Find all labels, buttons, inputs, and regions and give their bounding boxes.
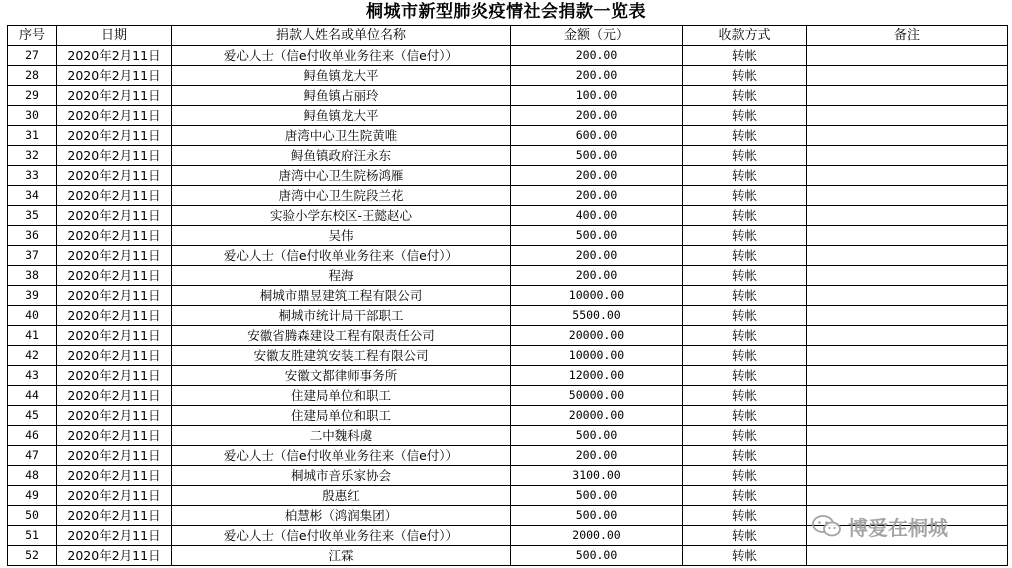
cell-note bbox=[807, 546, 1008, 566]
cell-seq: 51 bbox=[8, 526, 57, 546]
cell-date: 2020年2月11日 bbox=[57, 66, 172, 86]
table-row bbox=[8, 246, 1008, 266]
cell-method: 转帐 bbox=[683, 466, 807, 486]
cell-donor: 殷惠红 bbox=[172, 486, 511, 506]
table-row bbox=[8, 406, 1008, 426]
table-row bbox=[8, 186, 1008, 206]
table-row bbox=[8, 346, 1008, 366]
cell-method: 转帐 bbox=[683, 126, 807, 146]
cell-date: 2020年2月11日 bbox=[57, 146, 172, 166]
cell-amount: 200.00 bbox=[511, 446, 683, 466]
cell-date: 2020年2月11日 bbox=[57, 446, 172, 466]
cell-amount: 500.00 bbox=[511, 506, 683, 526]
cell-amount: 200.00 bbox=[511, 246, 683, 266]
cell-method: 转帐 bbox=[683, 106, 807, 126]
cell-amount: 200.00 bbox=[511, 46, 683, 66]
cell-seq: 35 bbox=[8, 206, 57, 226]
table-row bbox=[8, 366, 1008, 386]
cell-note bbox=[807, 306, 1008, 326]
cell-amount: 500.00 bbox=[511, 546, 683, 566]
cell-donor: 鲟鱼镇龙大平 bbox=[172, 106, 511, 126]
cell-method: 转帐 bbox=[683, 166, 807, 186]
cell-date: 2020年2月11日 bbox=[57, 426, 172, 446]
cell-date: 2020年2月11日 bbox=[57, 406, 172, 426]
cell-amount: 200.00 bbox=[511, 166, 683, 186]
table-row bbox=[8, 446, 1008, 466]
cell-amount: 12000.00 bbox=[511, 366, 683, 386]
cell-date: 2020年2月11日 bbox=[57, 346, 172, 366]
cell-note bbox=[807, 486, 1008, 506]
sheet-title: 桐城市新型肺炎疫情社会捐款一览表 bbox=[366, 2, 646, 22]
cell-donor: 安徽友胜建筑安装工程有限公司 bbox=[172, 346, 511, 366]
cell-amount: 500.00 bbox=[511, 426, 683, 446]
cell-seq: 42 bbox=[8, 346, 57, 366]
cell-date: 2020年2月11日 bbox=[57, 266, 172, 286]
cell-note bbox=[807, 386, 1008, 406]
table-row bbox=[8, 266, 1008, 286]
cell-method: 转帐 bbox=[683, 66, 807, 86]
account-watermark bbox=[812, 512, 948, 540]
cell-seq: 45 bbox=[8, 406, 57, 426]
cell-donor: 实验小学东校区-王懿赵心 bbox=[172, 206, 511, 226]
cell-method: 转帐 bbox=[683, 186, 807, 206]
cell-method: 转帐 bbox=[683, 86, 807, 106]
cell-note bbox=[807, 346, 1008, 366]
cell-note bbox=[807, 146, 1008, 166]
cell-date: 2020年2月11日 bbox=[57, 326, 172, 346]
cell-method: 转帐 bbox=[683, 46, 807, 66]
cell-amount: 3100.00 bbox=[511, 466, 683, 486]
cell-method: 转帐 bbox=[683, 506, 807, 526]
cell-date: 2020年2月11日 bbox=[57, 166, 172, 186]
cell-note bbox=[807, 426, 1008, 446]
table-row bbox=[8, 66, 1008, 86]
cell-seq: 34 bbox=[8, 186, 57, 206]
cell-donor: 唐湾中心卫生院杨鸿雁 bbox=[172, 166, 511, 186]
cell-method: 转帐 bbox=[683, 426, 807, 446]
cell-amount: 10000.00 bbox=[511, 286, 683, 306]
cell-seq: 28 bbox=[8, 66, 57, 86]
cell-date: 2020年2月11日 bbox=[57, 506, 172, 526]
cell-method: 转帐 bbox=[683, 406, 807, 426]
cell-amount: 10000.00 bbox=[511, 346, 683, 366]
cell-seq: 33 bbox=[8, 166, 57, 186]
cell-method: 转帐 bbox=[683, 146, 807, 166]
cell-date: 2020年2月11日 bbox=[57, 286, 172, 306]
cell-donor: 桐城市音乐家协会 bbox=[172, 466, 511, 486]
cell-seq: 43 bbox=[8, 366, 57, 386]
cell-seq: 49 bbox=[8, 486, 57, 506]
watermark-text: 博爱在桐城 bbox=[848, 515, 948, 540]
cell-amount: 500.00 bbox=[511, 486, 683, 506]
cell-amount: 500.00 bbox=[511, 226, 683, 246]
table-row bbox=[8, 466, 1008, 486]
cell-seq: 30 bbox=[8, 106, 57, 126]
table-row bbox=[8, 126, 1008, 146]
cell-seq: 36 bbox=[8, 226, 57, 246]
table-row bbox=[8, 166, 1008, 186]
cell-seq: 31 bbox=[8, 126, 57, 146]
cell-note bbox=[807, 446, 1008, 466]
wechat-icon bbox=[812, 514, 842, 538]
cell-date: 2020年2月11日 bbox=[57, 366, 172, 386]
cell-donor: 吴伟 bbox=[172, 226, 511, 246]
table-row bbox=[8, 546, 1008, 566]
cell-date: 2020年2月11日 bbox=[57, 206, 172, 226]
header-row bbox=[8, 26, 1008, 46]
cell-donor: 爱心人士（信e付收单业务往来（信e付）） bbox=[172, 446, 511, 466]
cell-note bbox=[807, 286, 1008, 306]
table-row bbox=[8, 106, 1008, 126]
header-note: 备注 bbox=[807, 26, 1008, 46]
cell-note bbox=[807, 186, 1008, 206]
cell-note bbox=[807, 326, 1008, 346]
cell-seq: 39 bbox=[8, 286, 57, 306]
cell-seq: 47 bbox=[8, 446, 57, 466]
cell-donor: 住建局单位和职工 bbox=[172, 386, 511, 406]
cell-method: 转帐 bbox=[683, 366, 807, 386]
cell-method: 转帐 bbox=[683, 266, 807, 286]
cell-note bbox=[807, 46, 1008, 66]
cell-method: 转帐 bbox=[683, 226, 807, 246]
cell-note bbox=[807, 86, 1008, 106]
cell-amount: 200.00 bbox=[511, 266, 683, 286]
cell-donor: 江霖 bbox=[172, 546, 511, 566]
table-row bbox=[8, 326, 1008, 346]
cell-amount: 500.00 bbox=[511, 146, 683, 166]
cell-amount: 200.00 bbox=[511, 106, 683, 126]
donation-table bbox=[7, 25, 1008, 566]
cell-note bbox=[807, 466, 1008, 486]
header-method: 收款方式 bbox=[683, 26, 807, 46]
cell-donor: 唐湾中心卫生院段兰花 bbox=[172, 186, 511, 206]
cell-note bbox=[807, 126, 1008, 146]
table-row bbox=[8, 306, 1008, 326]
table-row bbox=[8, 386, 1008, 406]
cell-amount: 400.00 bbox=[511, 206, 683, 226]
table-row bbox=[8, 486, 1008, 506]
cell-note bbox=[807, 266, 1008, 286]
cell-note bbox=[807, 246, 1008, 266]
cell-method: 转帐 bbox=[683, 306, 807, 326]
cell-amount: 2000.00 bbox=[511, 526, 683, 546]
cell-donor: 柏慧彬（鸿润集团） bbox=[172, 506, 511, 526]
cell-date: 2020年2月11日 bbox=[57, 86, 172, 106]
table-row bbox=[8, 86, 1008, 106]
cell-amount: 20000.00 bbox=[511, 326, 683, 346]
cell-date: 2020年2月11日 bbox=[57, 126, 172, 146]
cell-amount: 5500.00 bbox=[511, 306, 683, 326]
header-amount: 金额（元） bbox=[511, 26, 683, 46]
cell-donor: 鲟鱼镇龙大平 bbox=[172, 66, 511, 86]
cell-method: 转帐 bbox=[683, 286, 807, 306]
header-date: 日期 bbox=[57, 26, 172, 46]
cell-date: 2020年2月11日 bbox=[57, 106, 172, 126]
cell-date: 2020年2月11日 bbox=[57, 486, 172, 506]
cell-note bbox=[807, 406, 1008, 426]
cell-date: 2020年2月11日 bbox=[57, 546, 172, 566]
cell-date: 2020年2月11日 bbox=[57, 386, 172, 406]
cell-note bbox=[807, 106, 1008, 126]
cell-donor: 鲟鱼镇占丽玲 bbox=[172, 86, 511, 106]
cell-seq: 40 bbox=[8, 306, 57, 326]
cell-date: 2020年2月11日 bbox=[57, 246, 172, 266]
cell-amount: 20000.00 bbox=[511, 406, 683, 426]
cell-note bbox=[807, 226, 1008, 246]
cell-amount: 50000.00 bbox=[511, 386, 683, 406]
cell-seq: 46 bbox=[8, 426, 57, 446]
cell-donor: 爱心人士（信e付收单业务往来（信e付）） bbox=[172, 46, 511, 66]
cell-donor: 程海 bbox=[172, 266, 511, 286]
cell-donor: 安徽文都律师事务所 bbox=[172, 366, 511, 386]
cell-seq: 27 bbox=[8, 46, 57, 66]
cell-date: 2020年2月11日 bbox=[57, 526, 172, 546]
cell-date: 2020年2月11日 bbox=[57, 226, 172, 246]
cell-donor: 鲟鱼镇政府汪永东 bbox=[172, 146, 511, 166]
cell-date: 2020年2月11日 bbox=[57, 306, 172, 326]
header-donor: 捐款人姓名或单位名称 bbox=[172, 26, 511, 46]
cell-amount: 100.00 bbox=[511, 86, 683, 106]
cell-method: 转帐 bbox=[683, 326, 807, 346]
cell-amount: 200.00 bbox=[511, 186, 683, 206]
table-row bbox=[8, 146, 1008, 166]
table-row bbox=[8, 426, 1008, 446]
header-seq: 序号 bbox=[8, 26, 57, 46]
cell-seq: 32 bbox=[8, 146, 57, 166]
cell-seq: 48 bbox=[8, 466, 57, 486]
cell-amount: 200.00 bbox=[511, 66, 683, 86]
cell-donor: 桐城市统计局干部职工 bbox=[172, 306, 511, 326]
cell-method: 转帐 bbox=[683, 246, 807, 266]
cell-amount: 600.00 bbox=[511, 126, 683, 146]
cell-note bbox=[807, 166, 1008, 186]
cell-seq: 37 bbox=[8, 246, 57, 266]
cell-date: 2020年2月11日 bbox=[57, 46, 172, 66]
cell-donor: 唐湾中心卫生院黄唯 bbox=[172, 126, 511, 146]
cell-seq: 52 bbox=[8, 546, 57, 566]
cell-note bbox=[807, 366, 1008, 386]
cell-seq: 29 bbox=[8, 86, 57, 106]
cell-seq: 50 bbox=[8, 506, 57, 526]
cell-date: 2020年2月11日 bbox=[57, 466, 172, 486]
cell-donor: 住建局单位和职工 bbox=[172, 406, 511, 426]
cell-method: 转帐 bbox=[683, 546, 807, 566]
cell-method: 转帐 bbox=[683, 446, 807, 466]
cell-note bbox=[807, 66, 1008, 86]
cell-seq: 44 bbox=[8, 386, 57, 406]
cell-date: 2020年2月11日 bbox=[57, 186, 172, 206]
cell-donor: 桐城市鼎昱建筑工程有限公司 bbox=[172, 286, 511, 306]
cell-seq: 38 bbox=[8, 266, 57, 286]
table-row bbox=[8, 286, 1008, 306]
cell-method: 转帐 bbox=[683, 486, 807, 506]
cell-method: 转帐 bbox=[683, 526, 807, 546]
table-row bbox=[8, 206, 1008, 226]
cell-donor: 爱心人士（信e付收单业务往来（信e付）） bbox=[172, 246, 511, 266]
cell-seq: 41 bbox=[8, 326, 57, 346]
cell-method: 转帐 bbox=[683, 206, 807, 226]
cell-donor: 爱心人士（信e付收单业务往来（信e付）） bbox=[172, 526, 511, 546]
table-row bbox=[8, 46, 1008, 66]
table-row bbox=[8, 226, 1008, 246]
cell-method: 转帐 bbox=[683, 386, 807, 406]
cell-note bbox=[807, 206, 1008, 226]
cell-method: 转帐 bbox=[683, 346, 807, 366]
cell-donor: 二中魏科虞 bbox=[172, 426, 511, 446]
cell-donor: 安徽省腾森建设工程有限责任公司 bbox=[172, 326, 511, 346]
